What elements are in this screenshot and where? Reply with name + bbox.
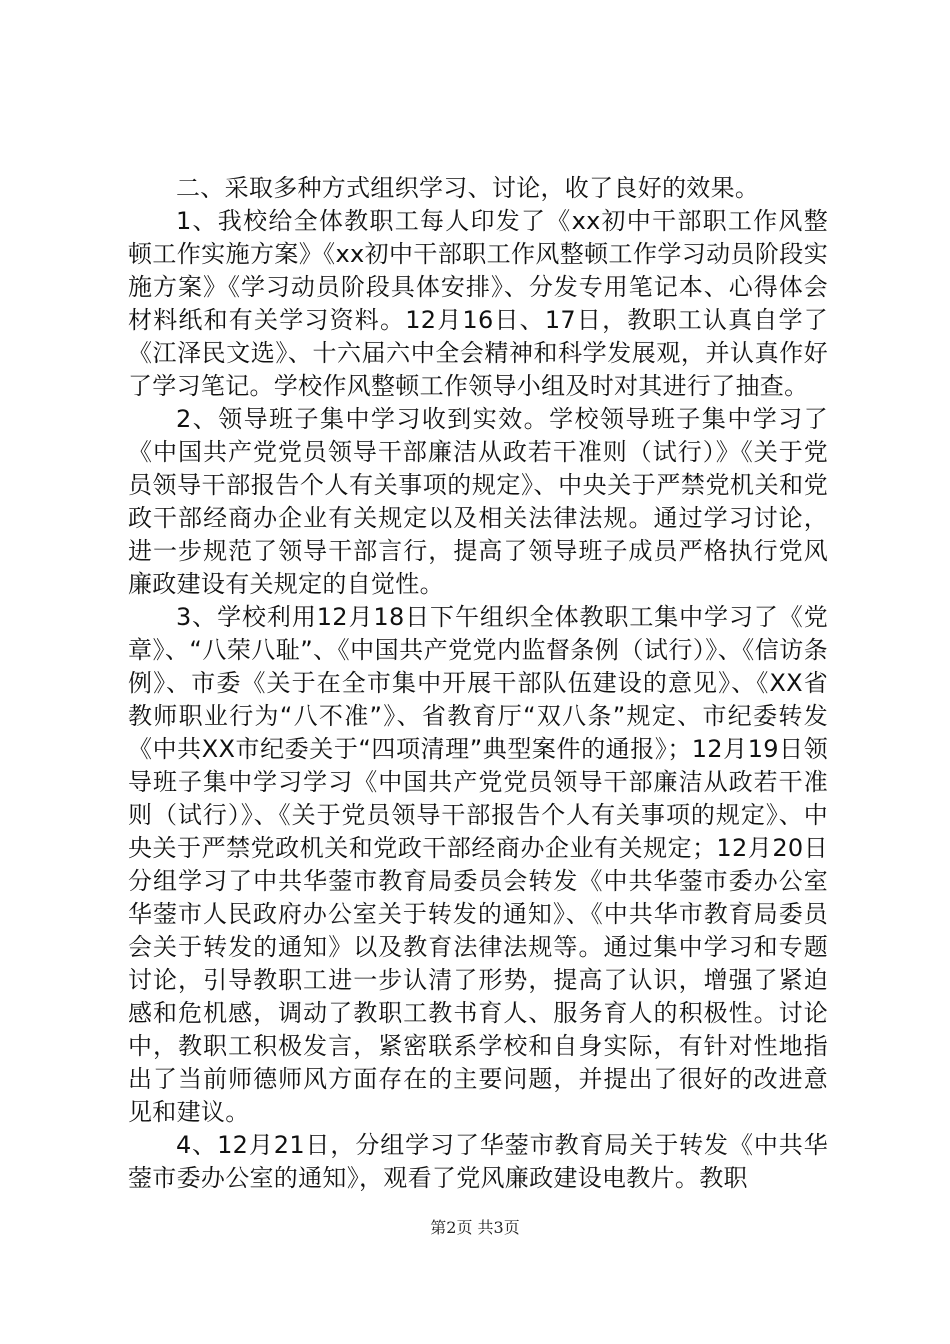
paragraph-4: 4、12月21日，分组学习了华蓥市教育局关于转发《中共华蓥市委办公室的通知》，观看了党风廉政建设电教片。教职 bbox=[128, 1131, 828, 1192]
paragraph-3: 3、学校利用12月18日下午组织全体教职工集中学习了《党章》、“八荣八耻”、《中国共产党党内监督条例（试行）》、《信访条例》、市委《关于在全市集中开展干部队伍建设的意见》、《XX省教师职业行为“八不准”》、省教育厅“双八条”规定、市纪委转发《中共XX市纪委关于“四项清理”典型案件的通报》；12月19日领导班子集中学习学习《中国共产党党员领导干部廉洁从政若干准则（试行）》、《关于党员领导干部报告个人有关事项的规定》、中央关于严禁党政机关和党政干部经商办企业有关规定；12月20日分组学习了中共华蓥市教育局委员会转发《中共华蓥市委办公室华蓥市人民政府办公室关于转发的通知》、《中共华市教育局委员会关于转发的通知》以及教育法律法规等。通过集中学习和专题讨论，引导教职工进一步认清了形势，提高了认识，增强了紧迫感和危机感，调动了教职工教书育人、服务育人的积极性。讨论中，教职工积极发言，紧密联系学校和自身实际，有针对性地指出了当前师德师风方面存在的主要问题，并提出了很好的改进意见和建议。 bbox=[128, 603, 828, 1126]
section-heading: 二、采取多种方式组织学习、讨论，收了良好的效果。 bbox=[176, 174, 760, 202]
document-body bbox=[128, 172, 828, 1195]
page-number-footer: 第2页 共3页 bbox=[430, 1218, 520, 1237]
paragraph-2: 2、领导班子集中学习收到实效。学校领导班子集中学习了《中国共产党党员领导干部廉洁从政若干准则（试行）》《关于党员领导干部报告个人有关事项的规定》、中央关于严禁党机关和党政干部经商办企业有关规定以及相关法律法规。通过学习讨论，进一步规范了领导干部言行，提高了领导班子成员严格执行党风廉政建设有关规定的自觉性。 bbox=[128, 405, 828, 598]
paragraph-1: 1、我校给全体教职工每人印发了《xx初中干部职工作风整顿工作实施方案》《xx初中干部职工作风整顿工作学习动员阶段实施方案》《学习动员阶段具体安排》、分发专用笔记本、心得体会材料纸和有关学习资料。12月16日、17日，教职工认真自学了《江泽民文选》、十六届六中全会精神和科学发展观，并认真作好了学习笔记。学校作风整顿工作领导小组及时对其进行了抽查。 bbox=[128, 207, 828, 400]
